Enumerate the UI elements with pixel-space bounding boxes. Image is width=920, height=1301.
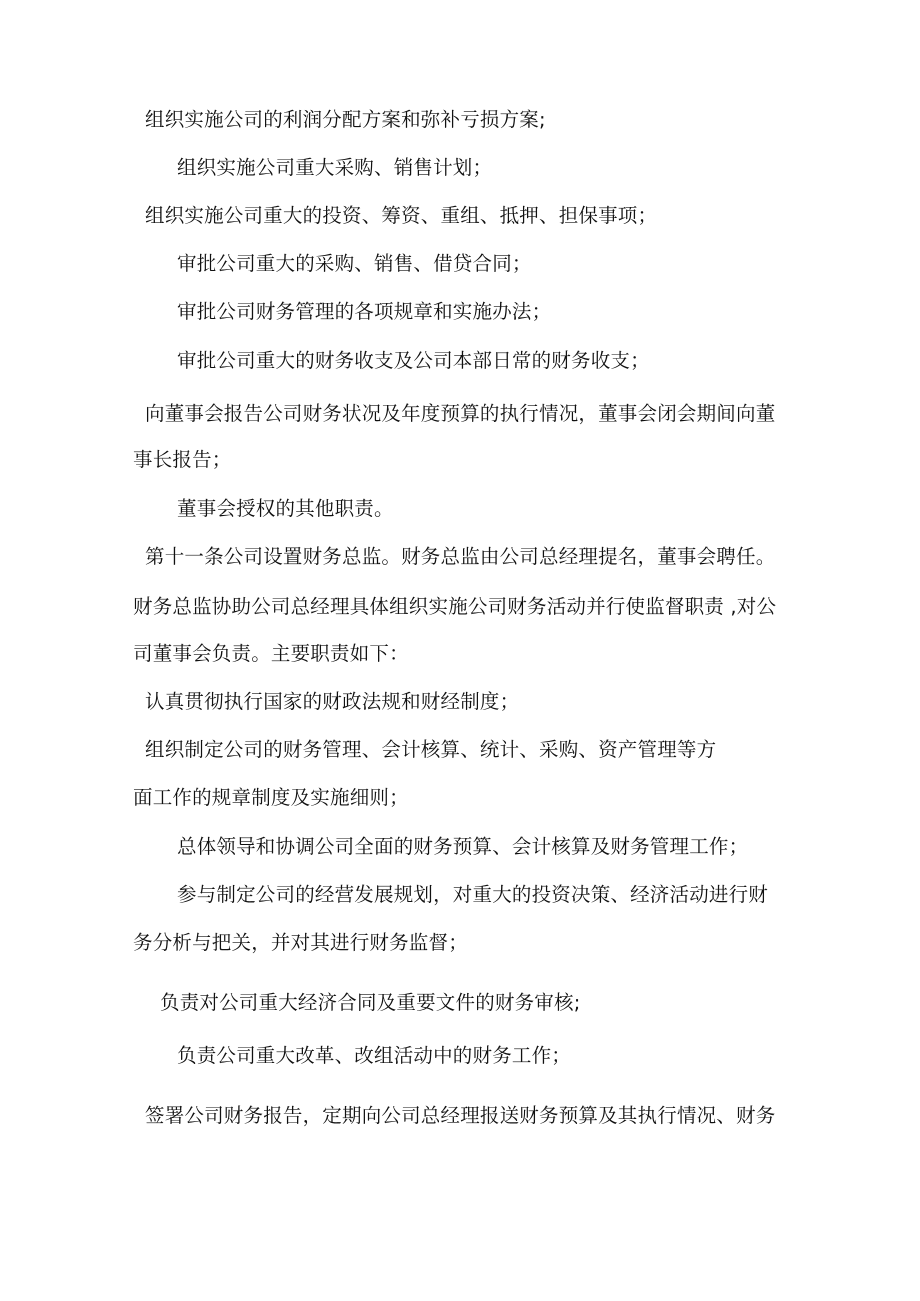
text-line: 审批公司重大的采购、销售、借贷合同； <box>177 252 532 275</box>
text-line: 总体领导和协调公司全面的财务预算、会计核算及财务管理工作； <box>177 835 749 858</box>
text-line: 司董事会负责。主要职责如下： <box>133 642 409 665</box>
text-line: 事长报告； <box>133 448 232 471</box>
text-line: 审批公司重大的财务收支及公司本部日常的财务收支； <box>177 349 650 372</box>
text-line: 负责对公司重大经济合同及重要文件的财务审核; <box>160 991 581 1014</box>
text-line: 审批公司财务管理的各项规章和实施办法； <box>177 300 552 323</box>
text-line: 组织实施公司重大的投资、筹资、重组、抵押、担保事项； <box>145 204 658 227</box>
text-line: 财务总监协助公司总经理具体组织实施公司财务活动并行使监督职责 ,对公 <box>133 595 777 618</box>
text-line: 认真贯彻执行国家的财政法规和财经制度； <box>145 690 520 713</box>
text-line: 面工作的规章制度及实施细则； <box>133 786 409 809</box>
text-line: 签署公司财务报告，定期向公司总经理报送财务预算及其执行情况、财务 <box>145 1104 776 1127</box>
text-line: 组织制定公司的财务管理、会计核算、统计、采购、资产管理等方 <box>145 738 717 761</box>
text-line: 负责公司重大改革、改组活动中的财务工作； <box>177 1044 572 1067</box>
text-line: 向董事会报告公司财务状况及年度预算的执行情况，董事会闭会期间向董 <box>145 402 776 425</box>
text-line: 务分析与把关，并对其进行财务监督； <box>133 931 468 954</box>
text-line: 组织实施公司重大采购、销售计划； <box>177 156 493 179</box>
text-line: 参与制定公司的经营发展规划，对重大的投资决策、经济活动进行财 <box>177 883 769 906</box>
text-line: 第十一条公司设置财务总监。财务总监由公司总经理提名，董事会聘任。 <box>145 545 776 568</box>
text-line: 董事会授权的其他职责。 <box>177 497 394 520</box>
text-line: 组织实施公司的利润分配方案和弥补亏损方案; <box>145 108 546 131</box>
